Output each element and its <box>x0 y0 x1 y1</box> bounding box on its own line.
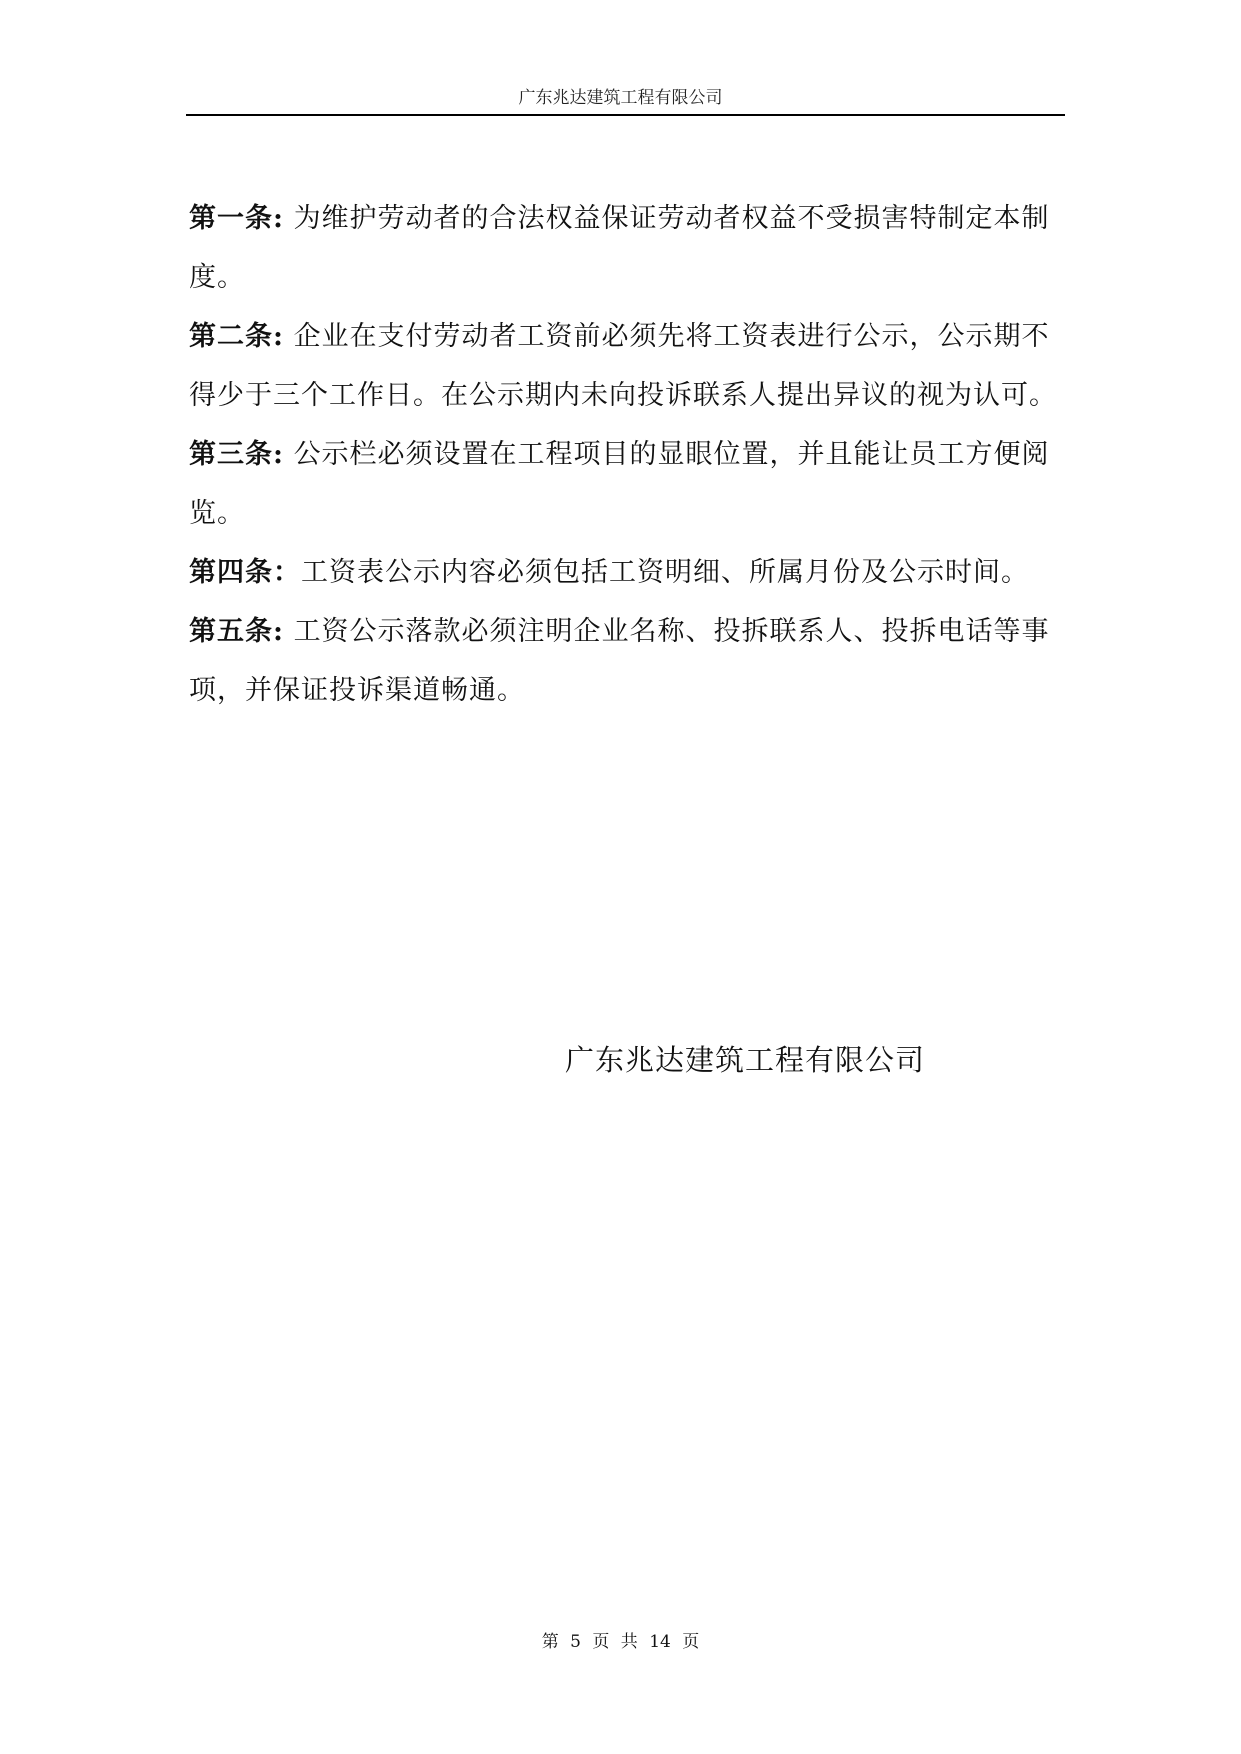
article-label: 第二条: <box>189 321 284 352</box>
page-footer <box>0 1630 1241 1654</box>
article-3 <box>189 425 1065 543</box>
header-company-name: 广东兆达建筑工程有限公司 <box>518 88 723 108</box>
signature-company: 广东兆达建筑工程有限公司 <box>565 1043 926 1077</box>
article-label: 第五条: <box>189 616 284 647</box>
article-2 <box>189 307 1065 425</box>
article-text: 企业在支付劳动者工资前必须先将工资表进行公示，公示期不得少于三个工作日。在公示期内未向投诉联系人提出异议的视为认可。 <box>189 321 1057 411</box>
article-5 <box>189 602 1065 720</box>
header-divider <box>186 114 1065 116</box>
article-label: 第四条： <box>189 557 301 588</box>
document-body <box>189 189 1065 720</box>
article-text: 公示栏必须设置在工程项目的显眼位置，并且能让员工方便阅览。 <box>189 439 1050 529</box>
article-text: 为维护劳动者的合法权益保证劳动者权益不受损害特制定本制度。 <box>189 203 1050 293</box>
page-number: 第 5 页 共 14 页 <box>541 1632 700 1652</box>
article-text: 工资公示落款必须注明企业名称、投拆联系人、投拆电话等事项，并保证投诉渠道畅通。 <box>189 616 1050 706</box>
article-label: 第一条: <box>189 203 284 234</box>
page-header <box>0 86 1241 110</box>
article-1 <box>189 189 1065 307</box>
article-text: 工资表公示内容必须包括工资明细、所属月份及公示时间。 <box>301 557 1029 588</box>
article-label: 第三条: <box>189 439 284 470</box>
article-4 <box>189 543 1065 602</box>
